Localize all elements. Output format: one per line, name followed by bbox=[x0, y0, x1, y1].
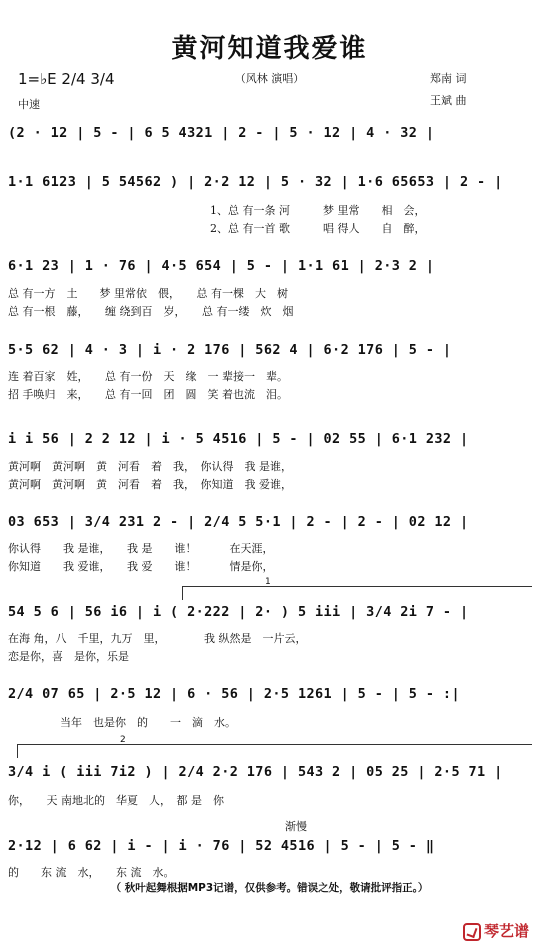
lyric-line: 恋是你，喜 是你，乐是 bbox=[8, 650, 129, 663]
transcription-note: （ 秋叶起舞根据MP3记谱，仅供参考。错误之处，敬请批评指正。） bbox=[110, 882, 429, 894]
music-line: 03 653 | 3/4 231 2 - | 2/4 5 5·1 | 2 - | 2 - | 02 12 | bbox=[8, 514, 469, 530]
lyric-line: 当年 也是你 的 一 滴 水。 bbox=[60, 716, 236, 729]
lyric-line: 在海 角，八 千里，九万 里， 我 纵然是 一片云， bbox=[8, 632, 307, 645]
site-logo[interactable] bbox=[463, 920, 529, 941]
music-line: 5·5 62 | 4 · 3 | i · 2 176 | 562 4 | 6·2 176 | 5 - | bbox=[8, 342, 452, 358]
lyric-line: 你认得 我 是谁， 我 是 谁！ 在天涯， bbox=[8, 542, 274, 555]
lyric-line: 2、总 有一首 歌 唱 得人 自 醉， bbox=[210, 222, 426, 235]
lyric-line: 1、总 有一条 河 梦 里常 相 会， bbox=[210, 204, 426, 217]
lyric-line: 黄河啊 黄河啊 黄 河看 着 我， 你认得 我 是谁， bbox=[8, 460, 292, 473]
volta-2-bracket bbox=[17, 744, 18, 758]
volta-1-number: 1 bbox=[265, 577, 271, 587]
lyricist: 郑南 词 bbox=[430, 72, 467, 85]
lyric-line: 的 东 流 水， 东 流 水。 bbox=[8, 866, 175, 879]
logo-icon bbox=[463, 923, 481, 941]
music-line: i i 56 | 2 2 12 | i · 5 4516 | 5 - | 02 55 | 6·1 232 | bbox=[8, 431, 469, 447]
music-line: 2/4 07 65 | 2·5 12 | 6 · 56 | 2·5 1261 | 5 - | 5 - :| bbox=[8, 686, 460, 702]
lyric-line: 你知道 我 爱谁， 我 爱 谁！ 情是你， bbox=[8, 560, 274, 573]
music-line: 1·1 6123 | 5 54562 ) | 2·2 12 | 5 · 32 | 1·6 65653 | 2 - | bbox=[8, 174, 503, 190]
tempo-marking: 中速 bbox=[18, 98, 40, 111]
composer: 王斌 曲 bbox=[430, 94, 467, 107]
performer: （风林 演唱） bbox=[234, 72, 305, 85]
volta-2-line bbox=[17, 744, 532, 745]
music-line: 6·1 23 | 1 · 76 | 4·5 654 | 5 - | 1·1 61 | 2·3 2 | bbox=[8, 258, 435, 274]
lyric-line: 连 着百家 姓， 总 有一份 天 缘 一 辈接一 辈。 bbox=[8, 370, 288, 383]
volta-2-number: 2 bbox=[120, 735, 126, 745]
tempo-change-marking: 渐慢 bbox=[285, 820, 307, 833]
music-line: 54 5 6 | 56 i6 | i ( 2·222 | 2· ) 5 iii | 3/4 2i 7 - | bbox=[8, 604, 469, 620]
lyric-line: 总 有一方 土 梦 里常依 偎， 总 有一棵 大 树 bbox=[8, 287, 288, 300]
music-line: 3/4 i ( iii 7i2 ) | 2/4 2·2 176 | 543 2 | 05 25 | 2·5 71 | bbox=[8, 764, 503, 780]
lyric-line: 黄河啊 黄河啊 黄 河看 着 我， 你知道 我 爱谁， bbox=[8, 478, 292, 491]
lyric-line: 你， 天 南地北的 华夏 人， 都 是 你 bbox=[8, 794, 224, 807]
logo-text: 琴艺谱 bbox=[483, 922, 529, 940]
music-line: 2·12 | 6 62 | i - | i · 76 | 52 4516 | 5 - | 5 - ‖ bbox=[8, 838, 435, 854]
volta-1-line bbox=[182, 586, 532, 587]
volta-1-bracket bbox=[182, 586, 183, 600]
song-title: 黄河知道我爱谁 bbox=[171, 34, 368, 64]
music-line: (2 · 12 | 5 - | 6 5 4321 | 2 - | 5 · 12 | 4 · 32 | bbox=[8, 125, 435, 141]
lyric-line: 招 手唤归 来， 总 有一回 团 圆 笑 着也流 泪。 bbox=[8, 388, 288, 401]
lyric-line: 总 有一根 藤， 缠 绕到百 岁， 总 有一缕 炊 烟 bbox=[8, 305, 294, 318]
key-signature: 1=♭E 2/4 3/4 bbox=[18, 70, 115, 88]
